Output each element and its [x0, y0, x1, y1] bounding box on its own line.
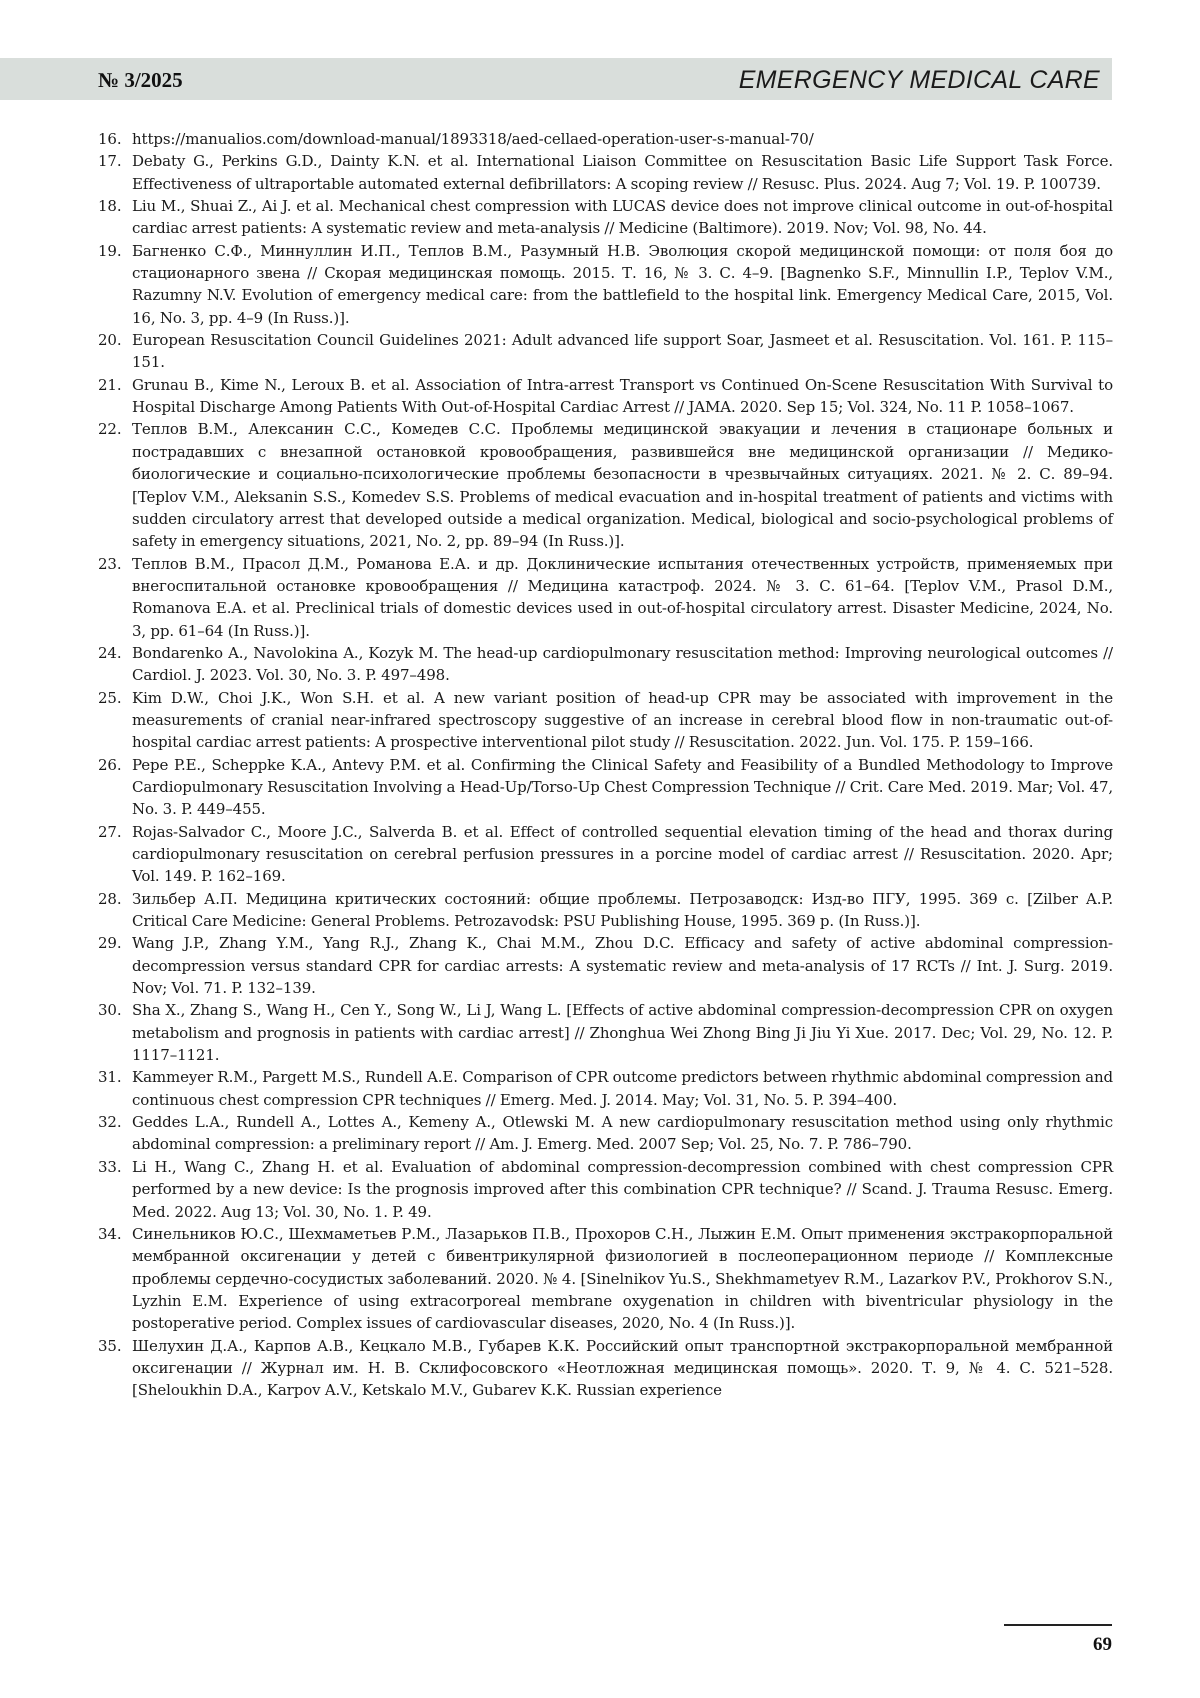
reference-number: 30.	[98, 1001, 122, 1020]
reference-item	[98, 1223, 1113, 1335]
reference-number: 22.	[98, 420, 122, 439]
reference-item	[98, 240, 1113, 329]
reference-item	[98, 1066, 1113, 1111]
reference-text: Зильбер А.П. Медицина критических состояний: общие проблемы. Петрозаводск: Изд-во ПГУ, 1995. 369 с. [Zilber A.P. Critical Care Medicine: General Problems. Petrozavodsk: PSU Publishing House, 1995. 369 p. (In Russ.)].	[132, 889, 1113, 931]
reference-item	[98, 150, 1113, 195]
reference-text: Bondarenko A., Navolokina A., Kozyk M. The head-up cardiopulmonary resuscitation method: Improving neurological outcomes // Cardiol. J. 2023. Vol. 30, No. 3. P. 497–498.	[132, 643, 1113, 685]
reference-number: 17.	[98, 152, 122, 171]
reference-list	[98, 128, 1113, 1402]
reference-text: Grunau B., Kime N., Leroux B. et al. Association of Intra-arrest Transport vs Continued On-Scene Resuscitation With Survival to Hospital Discharge Among Patients With Out-of-Hospital Cardiac Arrest // JAMA. 2020. Sep 15; Vol. 324, No. 11 P. 1058–1067.	[132, 375, 1113, 417]
reference-text: Wang J.P., Zhang Y.M., Yang R.J., Zhang K., Chai M.M., Zhou D.C. Efficacy and safety of active abdominal compression-decompression versus standard CPR for cardiac arrests: A systematic review and meta-analysis of 17 RCTs // Int. J. Surg. 2019. Nov; Vol. 71. P. 132–139.	[132, 934, 1113, 998]
reference-number: 21.	[98, 375, 122, 394]
reference-item	[98, 821, 1113, 888]
reference-text: Li H., Wang C., Zhang H. et al. Evaluation of abdominal compression-decompression combined with chest compression CPR performed by a new device: Is the prognosis improved after this combination CPR technique? // Scand. J. Trauma Resusc. Emerg. Med. 2022. Aug 13; Vol. 30, No. 1. P. 49.	[132, 1157, 1113, 1221]
reference-number: 23.	[98, 554, 122, 573]
reference-number: 28.	[98, 889, 122, 908]
reference-number: 34.	[98, 1224, 122, 1243]
reference-text: Синельников Ю.С., Шехмаметьев Р.М., Лазарьков П.В., Прохоров С.Н., Лыжин Е.М. Опыт применения экстракорпоральной мембранной оксигенации у детей с бивентрикулярной физиологией в послеоперационном периоде // Комплексные проблемы сердечно-сосудистых заболеваний. 2020. № 4. [Sinelnikov Yu.S., Shekhmametyev R.M., Lazarkov P.V., Prokhorov S.N., Lyzhin E.M. Experience of using extracorporeal membrane oxygenation in children with biventricular physiology in the postoperative period. Complex issues of cardiovascular diseases, 2020, No. 4 (In Russ.)].	[132, 1224, 1113, 1333]
reference-number: 33.	[98, 1157, 122, 1176]
reference-number: 20.	[98, 331, 122, 350]
journal-title: EMERGENCY MEDICAL CARE	[738, 66, 1100, 94]
reference-text: Geddes L.A., Rundell A., Lottes A., Kemeny A., Otlewski M. A new cardiopulmonary resuscitation method using only rhythmic abdominal compression: a preliminary report // Am. J. Emerg. Med. 2007 Sep; Vol. 25, No. 7. P. 786–790.	[132, 1113, 1113, 1154]
reference-text: Debaty G., Perkins G.D., Dainty K.N. et al. International Liaison Committee on Resuscitation Basic Life Support Task Force. Effectiveness of ultraportable automated external defibrillators: A scoping review // Resusc. Plus. 2024. Aug 7; Vol. 19. P. 100739.	[132, 152, 1113, 193]
reference-item	[98, 687, 1113, 754]
reference-text: Pepe P.E., Scheppke K.A., Antevy P.M. et al. Confirming the Clinical Safety and Feasibility of a Bundled Methodology to Improve Cardiopulmonary Resuscitation Involving a Head-Up/Torso-Up Chest Compression Technique // Crit. Care Med. 2019. Mar; Vol. 47, No. 3. P. 449–455.	[132, 755, 1114, 819]
reference-item	[98, 329, 1113, 374]
reference-item	[98, 553, 1113, 642]
reference-item	[98, 888, 1113, 933]
reference-number: 16.	[98, 130, 122, 148]
reference-text: Теплов В.М., Алексанин С.С., Комедев С.С. Проблемы медицинской эвакуации и лечения в стационаре больных и пострадавших с внезапной остановкой кровообращения, развившейся вне медицинской организации // Медико-биологические и социально-психологические проблемы безопасности в чрезвычайных ситуациях. 2021. № 2. С. 89–94. [Teplov V.M., Aleksanin S.S., Komedev S.S. Problems of medical evacuation and in-hospital treatment of patients and victims with sudden circulatory arrest that developed outside a medical organization. Medical, biological and socio-psychological problems of safety in emergency situations, 2021, No. 2, pp. 89–94 (In Russ.)].	[132, 420, 1113, 551]
reference-number: 25.	[98, 688, 122, 707]
reference-text: Sha X., Zhang S., Wang H., Cen Y., Song W., Li J, Wang L. [Effects of active abdominal compression-decompression CPR on oxygen metabolism and prognosis in patients with cardiac arrest] // Zhonghua Wei Zhong Bing Ji Jiu Yi Xue. 2017. Dec; Vol. 29, No. 12. P. 1117–1121.	[132, 1001, 1113, 1065]
reference-text: European Resuscitation Council Guidelines 2021: Adult advanced life support Soar, Jasmeet et al. Resuscitation. Vol. 161. P. 115–151.	[132, 331, 1113, 372]
reference-item	[98, 195, 1113, 240]
reference-item	[98, 374, 1113, 419]
reference-number: 26.	[98, 755, 122, 774]
page-number: 69	[1093, 1634, 1112, 1655]
reference-item	[98, 1111, 1113, 1156]
reference-number: 19.	[98, 241, 122, 260]
reference-number: 32.	[98, 1113, 122, 1132]
reference-item	[98, 128, 1113, 150]
reference-item	[98, 1156, 1113, 1223]
reference-text: Багненко С.Ф., Миннуллин И.П., Теплов В.М., Разумный Н.В. Эволюция скорой медицинской помощи: от поля боя до стационарного звена // Скорая медицинская помощь. 2015. Т. 16, № 3. С. 4–9. [Bagnenko S.F., Minnullin I.P., Teplov V.M., Razumny N.V. Evolution of emergency medical care: from the battlefield to the hospital link. Emergency Medical Care, 2015, Vol. 16, No. 3, pp. 4–9 (In Russ.)].	[132, 241, 1113, 327]
reference-text: https://manualios.com/download-manual/1893318/aed-cellaed-operation-user-s-manual-70/	[132, 130, 814, 148]
reference-text: Kammeyer R.M., Pargett M.S., Rundell A.E. Comparison of CPR outcome predictors between rhythmic abdominal compression and continuous chest compression CPR techniques // Emerg. Med. J. 2014. May; Vol. 31, No. 5. P. 394–400.	[132, 1068, 1113, 1109]
reference-item	[98, 1335, 1113, 1402]
reference-number: 24.	[98, 643, 122, 662]
reference-item	[98, 932, 1113, 999]
reference-number: 35.	[98, 1336, 122, 1355]
reference-text: Kim D.W., Choi J.K., Won S.H. et al. A new variant position of head-up CPR may be associated with improvement in the measurements of cranial near-infrared spectroscopy suggestive of an increase in cerebral blood flow in non-traumatic out-of-hospital cardiac arrest patients: A prospective interventional pilot study // Resuscitation. 2022. Jun. Vol. 175. P. 159–166.	[132, 688, 1113, 752]
reference-text: Теплов В.М., Прасол Д.М., Романова Е.А. и др. Доклинические испытания отечественных устройств, применяемых при внегоспитальной остановке кровообращения // Медицина катастроф. 2024. № 3. С. 61–64. [Teplov V.M., Prasol D.M., Romanova E.A. et al. Preclinical trials of domestic devices used in out-of-hospital circulatory arrest. Disaster Medicine, 2024, No. 3, pp. 61–64 (In Russ.)].	[132, 554, 1113, 640]
issue-number: № 3/2025	[98, 68, 183, 92]
reference-number: 27.	[98, 822, 122, 841]
footer-rule	[1004, 1624, 1112, 1626]
reference-item	[98, 418, 1113, 552]
reference-text: Liu M., Shuai Z., Ai J. et al. Mechanical chest compression with LUCAS device does not improve clinical outcome in out-of-hospital cardiac arrest patients: A systematic review and meta-analysis // Medicine (Baltimore). 2019. Nov; Vol. 98, No. 44.	[132, 197, 1113, 238]
reference-number: 18.	[98, 197, 122, 216]
reference-text: Rojas-Salvador C., Moore J.C., Salverda B. et al. Effect of controlled sequential elevation timing of the head and thorax during cardiopulmonary resuscitation on cerebral perfusion pressures in a porcine model of cardiac arrest // Resuscitation. 2020. Apr; Vol. 149. P. 162–169.	[132, 822, 1113, 886]
reference-number: 29.	[98, 934, 122, 953]
reference-item	[98, 999, 1113, 1066]
reference-number: 31.	[98, 1068, 122, 1087]
reference-item	[98, 642, 1113, 687]
reference-text: Шелухин Д.А., Карпов А.В., Кецкало М.В., Губарев К.К. Российский опыт транспортной экстракорпоральной мембранной оксигенации // Журнал им. Н. В. Склифосовского «Неотложная медицинская помощь». 2020. Т. 9, № 4. С. 521–528. [Sheloukhin D.A., Karpov A.V., Ketskalo M.V., Gubarev K.K. Russian experience	[132, 1336, 1113, 1400]
reference-item	[98, 754, 1113, 821]
